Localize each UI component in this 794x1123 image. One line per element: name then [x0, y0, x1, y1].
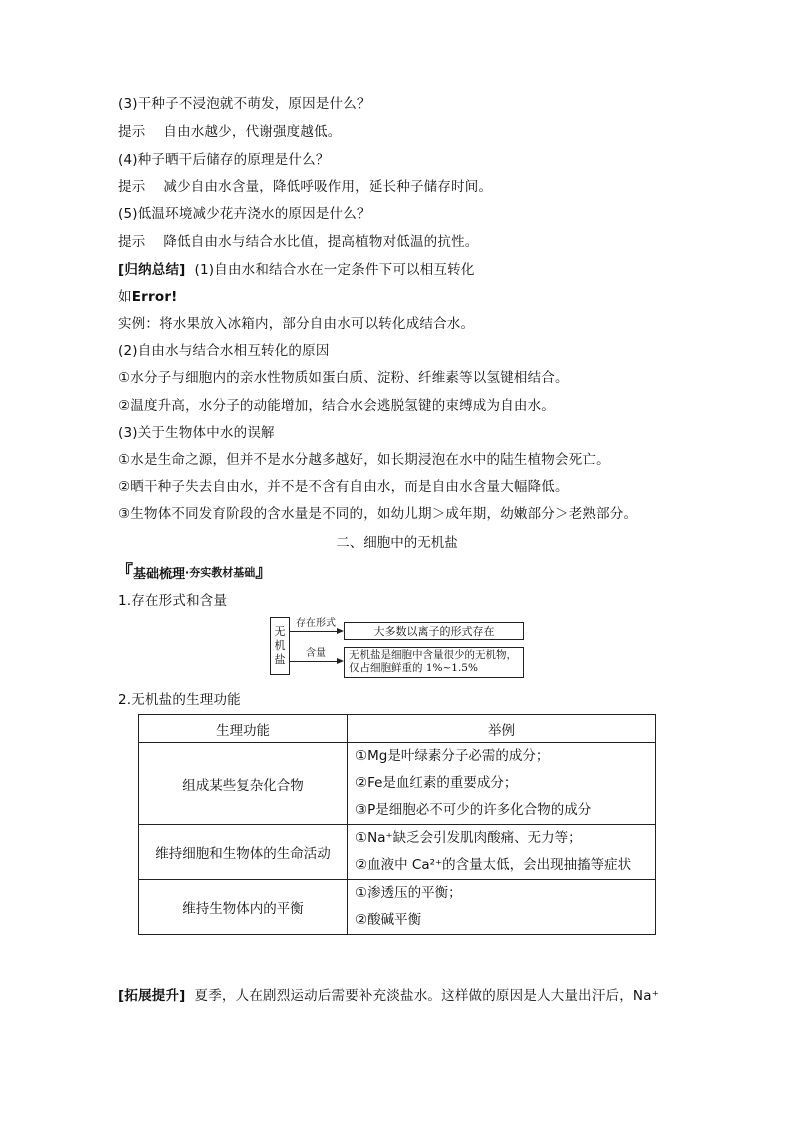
summary-point-3-item: ③生物体不同发育阶段的含水量是不同的，如幼儿期＞成年期，幼嫩部分＞老熟部分。 — [118, 506, 638, 522]
example-line: ②酸碱平衡 — [355, 912, 422, 928]
hint-label: 提示 — [118, 179, 146, 195]
bracket-right-icon: 』 — [255, 562, 273, 582]
table-row — [139, 825, 656, 880]
table-row — [139, 743, 656, 825]
error-prefix: 如 — [118, 289, 132, 305]
section-banner — [116, 562, 272, 582]
hint-text: 自由水越少，代谢强度越低。 — [163, 124, 342, 140]
summary-point-1-text: (1)自由水和结合水在一定条件下可以相互转化 — [194, 262, 475, 278]
diagram-box-2-line: 仅占细胞鲜重的 1%~1.5% — [349, 662, 478, 674]
hint-3 — [118, 123, 341, 141]
examples-cell — [348, 743, 656, 825]
functions-table — [138, 714, 656, 935]
hint-4 — [118, 178, 492, 196]
example-line: ①Na⁺缺乏会引发肌肉酸痛、无力等； — [355, 830, 582, 846]
summary-label: [归纳总结] — [118, 262, 186, 278]
table-header: 举例 — [348, 715, 656, 743]
summary-point-2: (2)自由水与结合水相互转化的原因 — [118, 343, 330, 359]
diagram-box-1: 大多数以离子的形式存在 — [344, 622, 524, 640]
banner-sub: ·夯实教材基础 — [185, 566, 256, 579]
banner-main: 基础梳理 — [133, 566, 186, 582]
table-row — [139, 880, 656, 935]
summary-point-3-item: ①水是生命之源，但并不是水分越多越好，如长期浸泡在水中的陆生植物会死亡。 — [118, 452, 610, 468]
example-line: ②Fe是血红素的重要成分； — [355, 775, 518, 791]
arrow-2-head-icon — [337, 658, 344, 664]
examples-cell — [348, 880, 656, 935]
diagram-left-char: 机 — [274, 639, 286, 652]
table-header-row — [139, 715, 656, 743]
extension-line — [118, 987, 659, 1005]
summary-example: 实例：将水果放入冰箱内，部分自由水可以转化成结合水。 — [118, 316, 475, 332]
diagram-box-2 — [344, 647, 524, 678]
section-title: 二、细胞中的无机盐 — [336, 535, 458, 551]
question-3: (3)干种子不浸泡就不萌发，原因是什么？ — [118, 96, 371, 112]
summary-point-1 — [118, 261, 475, 279]
error-line — [118, 288, 178, 306]
function-cell: 维持细胞和生物体的生命活动 — [139, 825, 348, 880]
hint-text: 减少自由水含量，降低呼吸作用，延长种子储存时间。 — [163, 179, 493, 195]
hint-text: 降低自由水与结合水比值，提高植物对低温的抗性。 — [163, 234, 479, 250]
arrow-2-line — [290, 661, 338, 662]
extension-label: [拓展提升] — [118, 988, 186, 1004]
item-1-title: 1.存在形式和含量 — [118, 593, 228, 609]
extension-text: 夏季，人在剧烈运动后需要补充淡盐水。这样做的原因是人大量出汗后，Na⁺ — [194, 988, 660, 1004]
arrow-1-line — [290, 631, 338, 632]
function-cell: 组成某些复杂化合物 — [139, 743, 348, 825]
item-2-title: 2.无机盐的生理功能 — [118, 692, 241, 708]
example-line: ②血液中 Ca²⁺的含量太低，会出现抽搐等症状 — [355, 857, 632, 873]
summary-point-2-item: ①水分子与细胞内的亲水性物质如蛋白质、淀粉、纤维素等以氢键相结合。 — [118, 370, 569, 386]
arrow-2-label: 含量 — [306, 648, 326, 659]
arrow-1-label: 存在形式 — [296, 618, 336, 629]
diagram-left-char: 盐 — [274, 653, 286, 666]
examples-cell — [348, 825, 656, 880]
bracket-left-icon: 『 — [116, 562, 133, 582]
arrow-1-head-icon — [337, 628, 344, 634]
diagram-box-2-line: 无机盐是细胞中含量很少的无机物， — [349, 649, 517, 661]
summary-point-3: (3)关于生物体中水的误解 — [118, 425, 275, 441]
hint-5 — [118, 233, 478, 251]
question-4: (4)种子晒干后储存的原理是什么？ — [118, 152, 330, 168]
salt-form-diagram — [270, 617, 530, 679]
diagram-left-box — [270, 617, 290, 675]
hint-label: 提示 — [118, 124, 146, 140]
table-header: 生理功能 — [139, 715, 348, 743]
example-line: ③P是细胞必不可少的许多化合物的成分 — [355, 802, 592, 818]
error-text: Error! — [131, 289, 178, 305]
example-line: ①Mg是叶绿素分子必需的成分； — [355, 748, 550, 764]
diagram-left-char: 无 — [274, 625, 286, 638]
hint-label: 提示 — [118, 234, 146, 250]
summary-point-3-item: ②晒干种子失去自由水，并不是不含有自由水，而是自由水含量大幅降低。 — [118, 479, 569, 495]
question-5: (5)低温环境减少花卉浇水的原因是什么？ — [118, 206, 371, 222]
function-cell: 维持生物体内的平衡 — [139, 880, 348, 935]
summary-point-2-item: ②温度升高，水分子的动能增加，结合水会逃脱氢键的束缚成为自由水。 — [118, 398, 556, 414]
example-line: ①渗透压的平衡； — [355, 885, 462, 901]
